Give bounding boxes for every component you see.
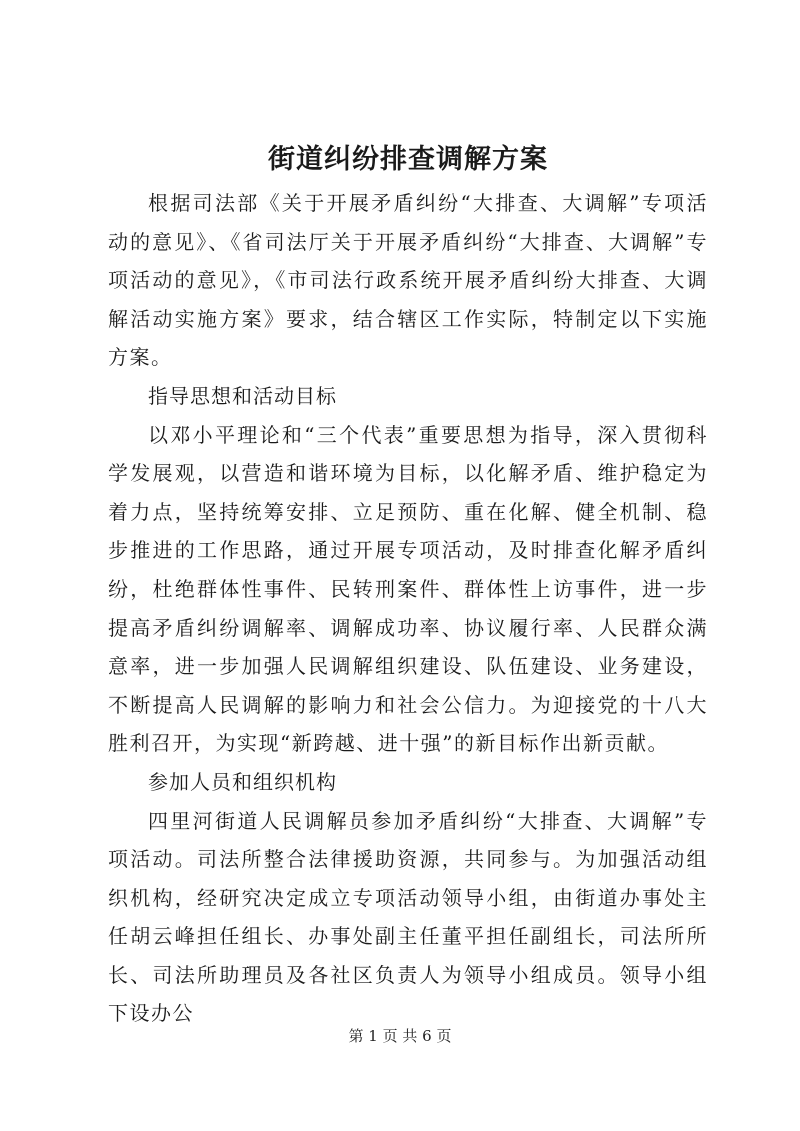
page-number-footer: 第 1 页 共 6 页 [348, 1027, 452, 1045]
participants-paragraph: 四里河街道人民调解员参加矛盾纠纷“大排查、大调解”专项活动。司法所整合法律援助资源，共同参与。为加强活动组织机构，经研究决定成立专项活动领导小组，由街道办事处主任胡云峰担任组长、办事处副主任董平担任副组长，司法所所长、司法所助理员及各社区负责人为领导小组成员。领导小组下设办公 [108, 808, 708, 1026]
guiding-ideology-paragraph: 以邓小平理论和“三个代表”重要思想为指导，深入贯彻科学发展观，以营造和谐环境为目标，以化解矛盾、维护稳定为着力点，坚持统筹安排、立足预防、重在化解、健全机制、稳步推进的工作思路，通过开展专项活动，及时排查化解矛盾纠纷，杜绝群体性事件、民转刑案件、群体性上访事件，进一步提高矛盾纠纷调解率、调解成功率、协议履行率、人民群众满意率，进一步加强人民调解组织建设、队伍建设、业务建设，不断提高人民调解的影响力和社会公信力。为迎接党的十八大胜利召开，为实现“新跨越、进十强”的新目标作出新贡献。 [108, 422, 708, 756]
section-heading-participants: 参加人员和组织机构 [148, 769, 337, 794]
section-heading-guiding-ideology: 指导思想和活动目标 [148, 383, 337, 408]
intro-paragraph: 根据司法部《关于开展矛盾纠纷“大排查、大调解”专项活动的意见》、《省司法厅关于开展矛盾纠纷“大排查、大调解”专项活动的意见》，《市司法行政系统开展矛盾纠纷大排查、大调解活动实施方案》要求，结合辖区工作实际，特制定以下实施方案。 [108, 191, 708, 370]
document-title: 街道纠纷排查调解方案 [268, 144, 548, 175]
document-page [108, 138, 708, 1033]
